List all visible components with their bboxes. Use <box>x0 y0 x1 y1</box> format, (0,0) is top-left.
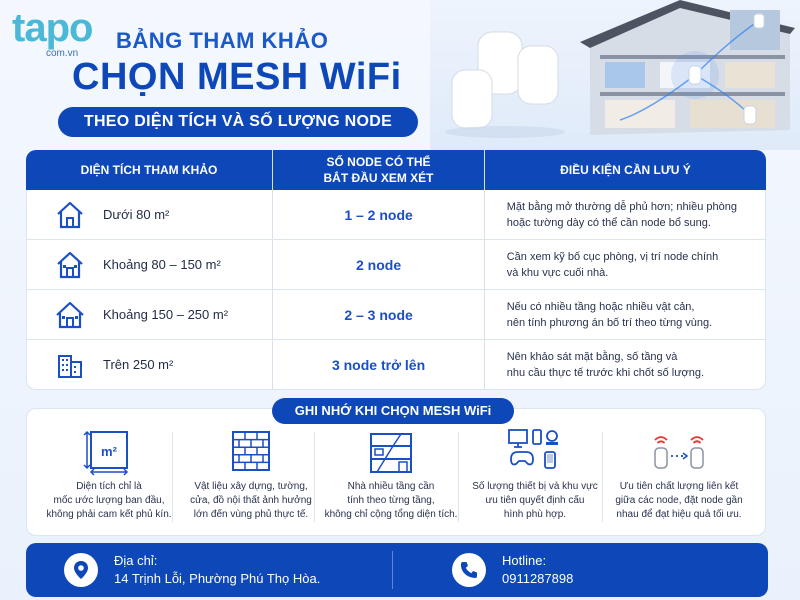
tapo-logo <box>12 6 93 59</box>
table-row <box>26 290 766 340</box>
note-item <box>462 420 608 530</box>
header-node-count <box>272 150 484 190</box>
devices-icon <box>505 426 565 476</box>
hotline-value[interactable]: 0911287898 <box>502 571 574 586</box>
contact-footer <box>26 543 768 597</box>
condition-line2: nên tính phương án bố trí theo từng vùng. <box>506 316 713 329</box>
reference-table <box>26 150 766 390</box>
note-line: Vật liệu xây dựng, tường, <box>194 481 308 492</box>
note-line: giữa các node, đặt node gần <box>615 495 743 506</box>
area-label: Khoảng 150 – 250 m² <box>103 307 229 322</box>
note-line: cửa, đồ nội thất ảnh hưởng <box>190 495 312 506</box>
note-line: không chỉ cộng tổng diện tích. <box>324 509 458 520</box>
header-node-count-line1: SỐ NODE CÓ THỂ <box>326 155 431 169</box>
note-item <box>318 420 464 530</box>
area-cell <box>27 340 272 389</box>
table-row <box>26 190 766 240</box>
note-line: nhau để đạt hiệu quả tối ưu. <box>616 509 742 520</box>
node-count: 2 – 3 node <box>272 290 483 339</box>
multi-floor-icon <box>361 426 421 476</box>
condition-note <box>484 290 765 339</box>
condition-line1: Cần xem kỹ bố cục phòng, vị trí node chính <box>506 250 719 263</box>
area-cell <box>27 190 272 239</box>
logo-domain: com.vn <box>46 48 79 59</box>
house-icon <box>55 300 85 330</box>
area-label: Khoảng 80 – 150 m² <box>103 257 221 272</box>
location-pin-icon <box>64 553 98 587</box>
divider <box>458 432 459 522</box>
area-m2-icon <box>79 426 139 476</box>
note-item <box>36 420 182 530</box>
node-count: 3 node trở lên <box>272 340 483 389</box>
house-icon <box>55 200 85 230</box>
condition-line1: Nếu có nhiều tầng hoặc nhiều vật cản, <box>506 300 695 313</box>
condition-note <box>484 340 765 389</box>
note-line: hình phù hợp. <box>503 509 567 520</box>
phone-icon[interactable] <box>452 553 486 587</box>
house-mesh-illustration <box>430 0 800 150</box>
note-line: Số lượng thiết bị và khu vực <box>472 481 598 492</box>
node-count: 2 node <box>272 240 483 289</box>
node-count: 1 – 2 node <box>272 190 483 239</box>
condition-line2: và khu vực cuối nhà. <box>506 266 609 279</box>
header-area: DIỆN TÍCH THAM KHẢO <box>80 163 218 177</box>
note-line: không phải cam kết phủ kín. <box>46 509 172 520</box>
condition-line2: hoặc tường dày có thể cần node bổ sung. <box>506 216 711 229</box>
address-label: Địa chỉ: <box>114 553 158 568</box>
divider <box>602 432 603 522</box>
note-line: Diện tích chỉ là <box>76 481 142 492</box>
area-cell <box>27 290 272 339</box>
logo-wordmark: tapo <box>12 6 93 50</box>
mesh-link-icon <box>649 426 709 476</box>
condition-line1: Mặt bằng mở thường dễ phủ hơn; nhiều phòng <box>506 200 737 213</box>
area-label: Dưới 80 m² <box>103 207 170 222</box>
note-item <box>606 420 752 530</box>
condition-note <box>484 240 765 289</box>
title-line-1: BẢNG THAM KHẢO <box>116 28 329 53</box>
address-value: 14 Trịnh Lỗi, Phường Phú Thọ Hòa. <box>114 571 321 586</box>
hotline-label: Hotline: <box>502 553 547 568</box>
condition-note <box>484 190 765 239</box>
table-row <box>26 340 766 390</box>
notes-title: GHI NHỚ KHI CHỌN MESH WiFi <box>272 398 514 424</box>
footer-divider <box>392 551 393 589</box>
m2-label: m² <box>101 444 117 459</box>
brick-wall-icon <box>221 426 281 476</box>
note-line: tính theo từng tầng, <box>347 495 435 506</box>
note-line: mốc ước lượng ban đầu, <box>53 495 165 506</box>
note-line: lớn đến vùng phủ thực tế. <box>193 509 309 520</box>
title-subtitle-pill: THEO DIỆN TÍCH VÀ SỐ LƯỢNG NODE <box>58 107 418 137</box>
area-cell <box>27 240 272 289</box>
house-icon <box>55 250 85 280</box>
area-label: Trên 250 m² <box>103 357 174 372</box>
header-conditions: ĐIỀU KIỆN CẦN LƯU Ý <box>484 150 766 190</box>
note-item <box>178 420 324 530</box>
page-title: CHỌN MESH WiFi <box>72 56 402 98</box>
divider <box>172 432 173 522</box>
building-icon <box>55 350 85 380</box>
table-header <box>26 150 766 190</box>
divider <box>314 432 315 522</box>
table-row <box>26 240 766 290</box>
condition-line1: Nên khảo sát mặt bằng, số tầng và <box>506 350 678 363</box>
note-line: Nhà nhiều tầng cần <box>347 481 435 492</box>
note-line: Ưu tiên chất lượng liên kết <box>619 481 739 492</box>
note-line: ưu tiên quyết định cấu <box>485 495 585 506</box>
condition-line2: nhu cầu thực tế trước khi chốt số lượng. <box>506 366 705 379</box>
header-node-count-line2: BẮT ĐẦU XEM XÉT <box>323 171 434 185</box>
